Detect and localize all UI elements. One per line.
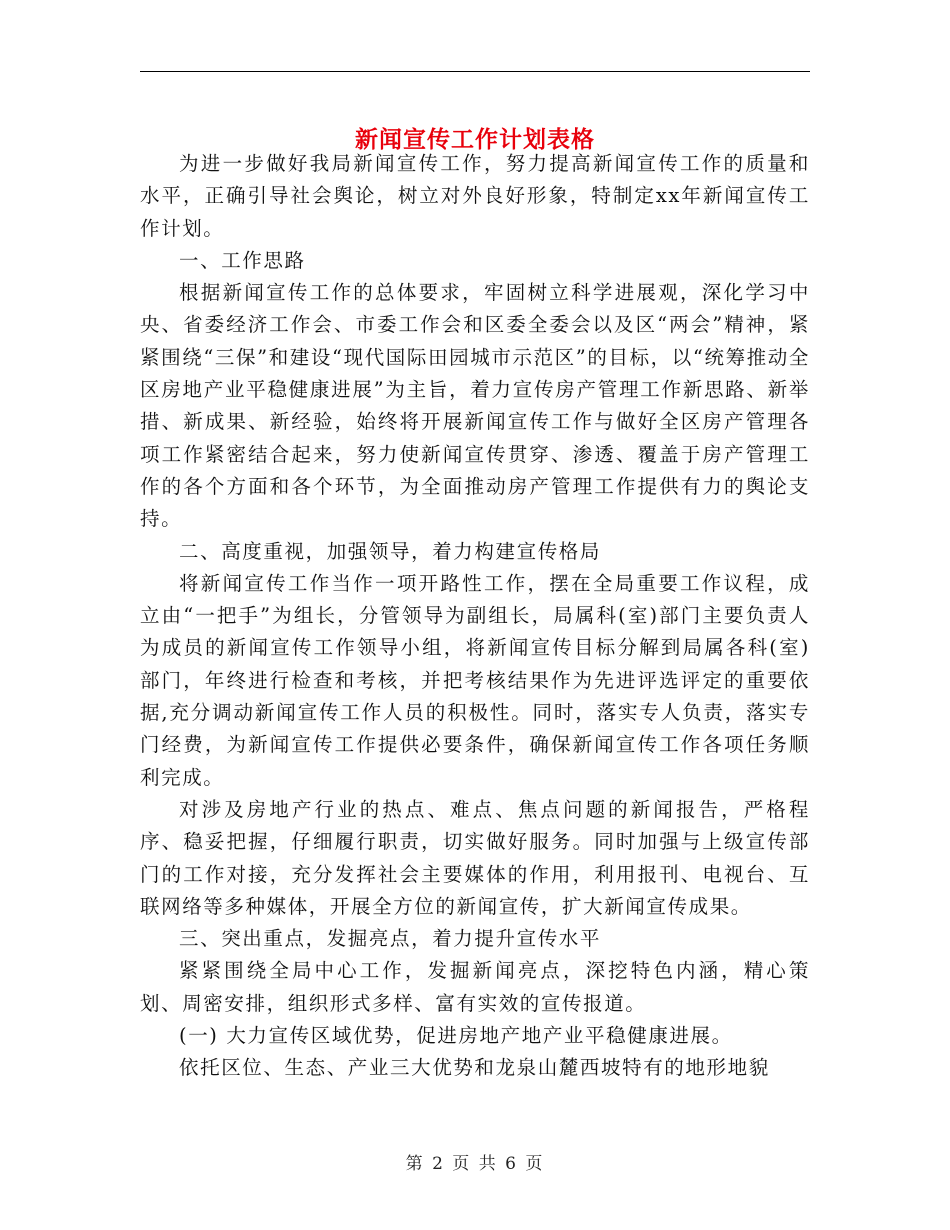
document-body — [140, 148, 810, 1085]
heading-work-approach: 一、工作思路 — [179, 248, 306, 272]
page-number-footer: 第 2 页 共 6 页 — [405, 1154, 545, 1174]
document-title: 新闻宣传工作计划表格 — [355, 126, 595, 154]
subheading-regional-advantage: (一) 大力宣传区域优势，促进房地产地产业平稳健康进展。 — [179, 1024, 733, 1048]
paragraph-regional-advantage: 依托区位、生态、产业三大优势和龙泉山麓西坡特有的地形地貌 — [179, 1056, 770, 1080]
paragraph-media-coordination: 对涉及房地产行业的热点、难点、焦点问题的新闻报告，严格程序、稳妥把握，仔细履行职责，切实做好服务。同时加强与上级宣传部门的工作对接，充分发挥社会主要媒体的作用，利用报刊、电视台、互联网络等多种媒体，开展全方位的新闻宣传，扩大新闻宣传成果。 — [140, 797, 810, 918]
paragraph-key-points: 紧紧围绕全局中心工作，发掘新闻亮点，深挖特色内涵，精心策划、周密安排，组织形式多样、富有实效的宣传报道。 — [140, 959, 810, 1015]
heading-leadership: 二、高度重视，加强领导，着力构建宣传格局 — [179, 539, 602, 563]
paragraph-leadership: 将新闻宣传工作当作一项开路性工作，摆在全局重要工作议程，成立由“一把手”为组长，分管领导为副组长，局属科(室)部门主要负责人为成员的新闻宣传工作领导小组，将新闻宣传目标分解到局属各科(室)部门，年终进行检查和考核，并把考核结果作为先进评选评定的重要依据,充分调动新闻宣传工作人员的积极性。同时，落实专人负责，落实专门经费，为新闻宣传工作提供必要条件，确保新闻宣传工作各项任务顺利完成。 — [140, 571, 810, 789]
paragraph-work-approach: 根据新闻宣传工作的总体要求，牢固树立科学进展观，深化学习中央、省委经济工作会、市委工作会和区委全委会以及区“两会”精神，紧紧围绕“三保”和建设“现代国际田园城市示范区”的目标，以“统筹推动全区房地产业平稳健康进展”为主旨，着力宣传房产管理工作新思路、新举措、新成果、新经验，始终将开展新闻宣传工作与做好全区房产管理各项工作紧密结合起来，努力使新闻宣传贯穿、渗透、覆盖于房产管理工作的各个方面和各个环节，为全面推动房产管理工作提供有力的舆论支持。 — [140, 281, 810, 531]
header-rule — [140, 71, 810, 72]
paragraph-intro: 为进一步做好我局新闻宣传工作，努力提高新闻宣传工作的质量和水平，正确引导社会舆论，树立对外良好形象，特制定xx年新闻宣传工作计划。 — [140, 152, 810, 240]
heading-key-points: 三、突出重点，发掘亮点，着力提升宣传水平 — [179, 927, 602, 951]
